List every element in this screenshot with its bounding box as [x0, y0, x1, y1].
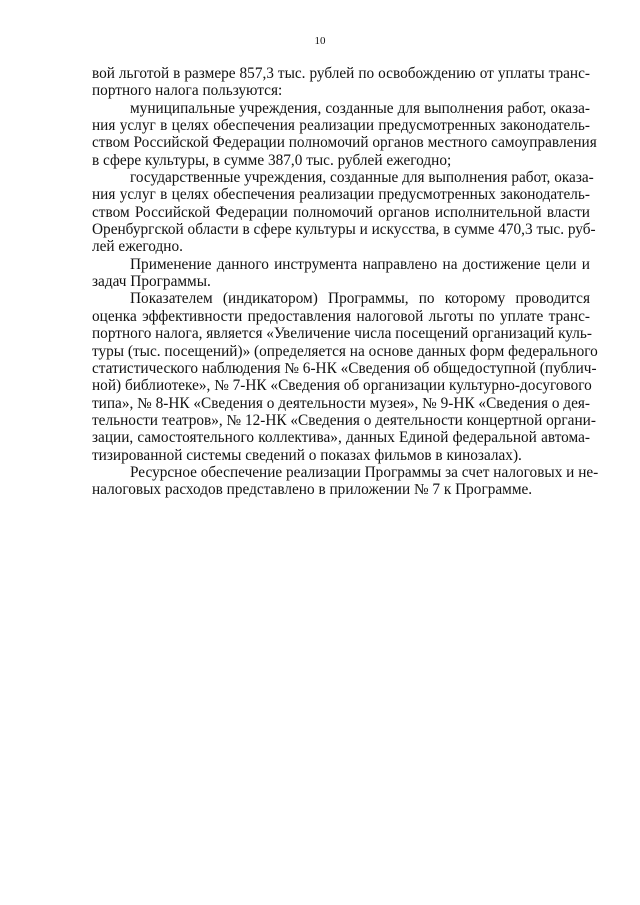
- text-line: тизированной системы сведений о показах фильмов в кинозалах).: [92, 446, 522, 464]
- paragraph: [92, 463, 599, 499]
- text-line: статистического наблюдения № 6-НК «Сведения об общедоступной (публич-: [92, 359, 597, 377]
- text-line: оценка эффективности предоставления налоговой льготы по уплате транс-: [92, 307, 590, 325]
- text-line: ством Российской Федерации полномочий органов местного самоуправления: [92, 134, 597, 152]
- page-number: 10: [314, 35, 326, 47]
- paragraph: [92, 290, 598, 464]
- text-line: Применение данного инструмента направлено на достижение цели и: [130, 255, 590, 273]
- text-line: ством Российской Федерации полномочий органов исполнительной власти: [92, 203, 590, 221]
- text-line: портного налога, является «Увеличение числа посещений организаций куль-: [92, 325, 592, 343]
- text-line: зации, самостоятельного коллектива», данных Единой федеральной автома-: [92, 429, 590, 447]
- text-line: лей ежегодно.: [92, 238, 183, 256]
- text-line: задач Программы.: [92, 273, 211, 291]
- text-line: туры (тыс. посещений)» (определяется на основе данных форм федерального: [92, 342, 598, 360]
- paragraph: [92, 256, 590, 291]
- text-line: Ресурсное обеспечение реализации Программы за счет налоговых и не-: [130, 463, 599, 481]
- text-line: вой льготой в размере 857,3 тыс. рублей по освобождению от уплаты транс-: [92, 65, 590, 82]
- text-line: в сфере культуры, в сумме 387,0 тыс. рублей ежегодно;: [92, 151, 452, 169]
- text-line: тельности театров», № 12-НК «Сведения о деятельности концертной органи-: [92, 411, 596, 429]
- paragraph: [92, 65, 590, 100]
- text-line: государственные учреждения, созданные для выполнения работ, оказа-: [130, 169, 594, 187]
- text-line: муниципальные учреждения, созданные для выполнения работ, оказа-: [130, 99, 590, 117]
- document-body: [92, 65, 599, 499]
- text-line: типа», № 8-НК «Сведения о деятельности музея», № 9-НК «Сведения о дея-: [92, 394, 590, 412]
- paragraph: [92, 169, 596, 256]
- text-line: Оренбургской области в сфере культуры и искусства, в сумме 470,3 тыс. руб-: [92, 221, 596, 239]
- text-line: ной) библиотеке», № 7-НК «Сведения об организации культурно-досугового: [92, 377, 592, 395]
- text-line: ния услуг в целях обеспечения реализации предусмотренных законодатель-: [92, 117, 590, 135]
- text-line: налоговых расходов представлено в приложении № 7 к Программе.: [92, 481, 533, 499]
- text-line: портного налога пользуются:: [92, 82, 283, 100]
- text-line: ния услуг в целях обеспечения реализации предусмотренных законодатель-: [92, 186, 590, 204]
- paragraph: [92, 99, 597, 169]
- text-line: Показателем (индикатором) Программы, по которому проводится: [130, 290, 590, 308]
